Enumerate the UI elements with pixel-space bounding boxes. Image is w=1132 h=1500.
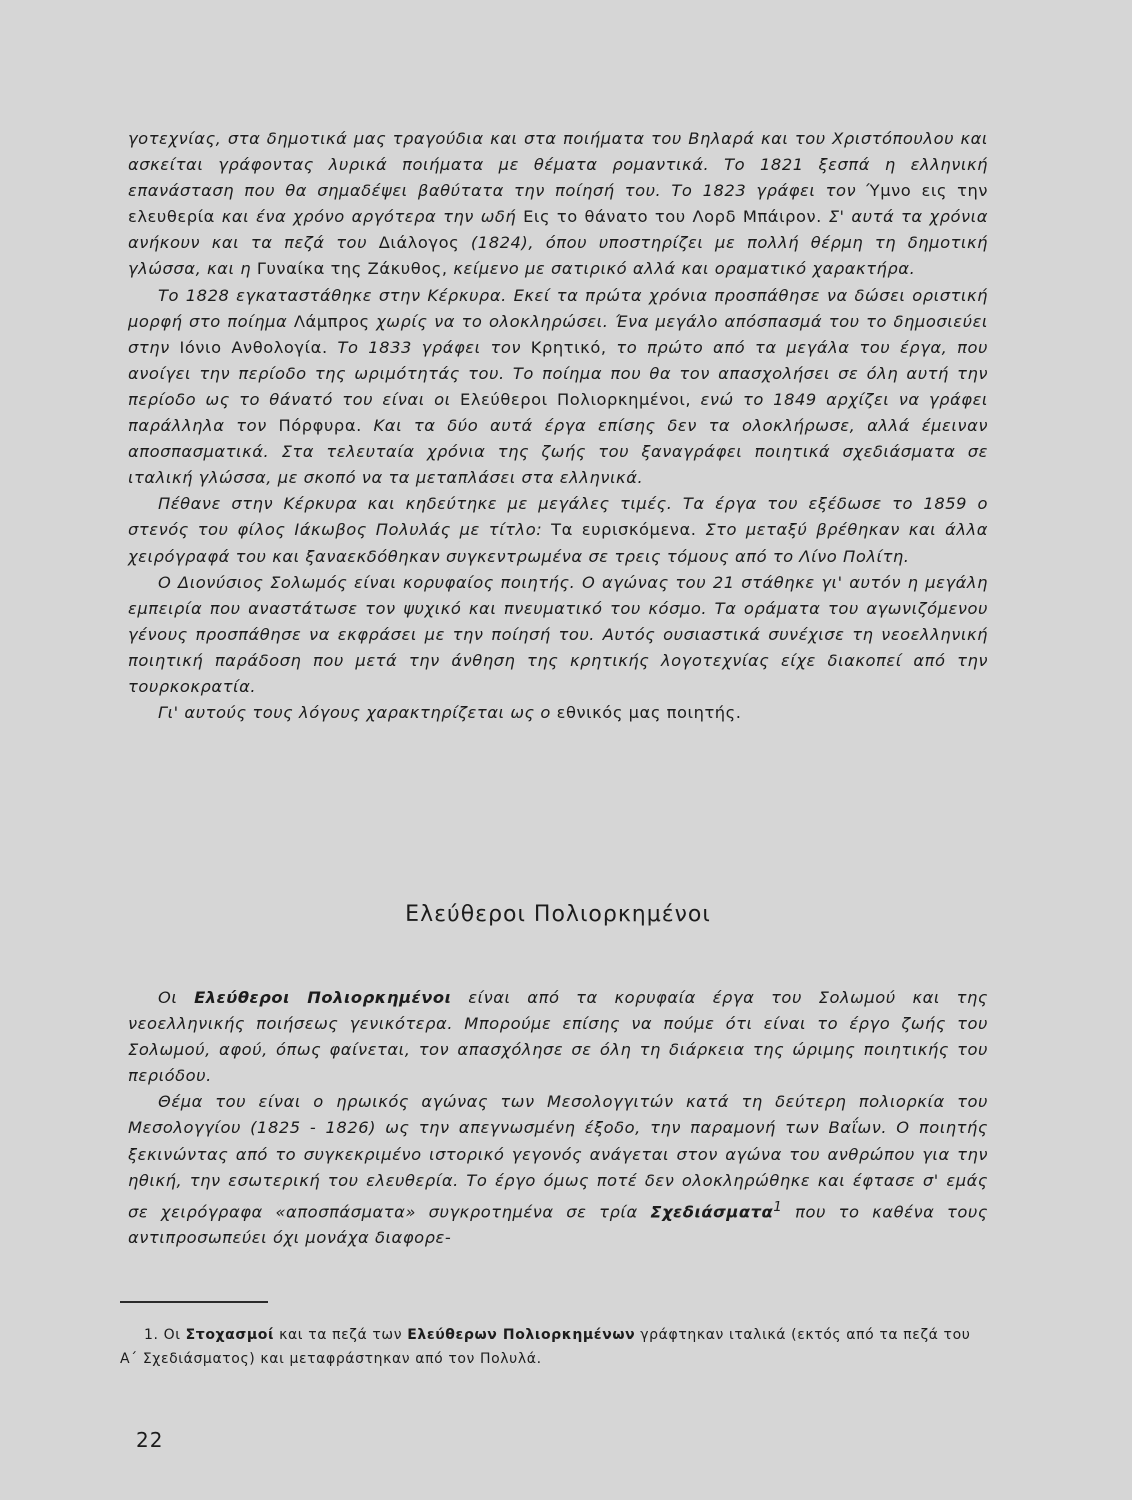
section-heading: Ελεύθεροι Πολιορκημένοι [405, 902, 711, 927]
paragraph-work-theme: Θέμα του είναι ο ηρωικός αγώνας των Μεσολογγιτών κατά τη δεύτερη πολιορκία του Μεσολογγίου (1825 - 1826) ως την απεγνωσμένη έξοδο, την παραμονή των Βαΐων. Ο ποιητής ξεκινώντας από το συγκεκριμένο ιστορικό γεγονός ανάγεται στον αγώνα του ανθρώπου για την ηθική, την εσωτερική του ελευθερία. Το έργο όμως ποτέ δεν ολοκληρώθηκε και έφτασε σ' εμάς σε χειρόγραφα «αποσπάσματα» συγκροτημένα σε τρία Σχεδιάσματα$^1$ που το καθένα τους αντιπροσωπεύει όχι μονάχα διαφορε- [128, 1092, 988, 1248]
footnote-ref: 1 [773, 1198, 783, 1215]
title-gynaika-zakythos: Γυναίκα της Ζάκυθος, [256, 259, 448, 279]
paragraph-national-poet: Γι' αυτούς τους λόγους χαρακτηρίζεται ως ο εθνικός μας ποιητής. [158, 703, 742, 723]
paragraph-corfu: Το 1828 εγκαταστάθηκε στην Κέρκυρα. Εκεί τα πρώτα χρόνια προσπάθησε να δώσει οριστική μορφή στο ποίημα Λάμπρος χωρίς να το ολοκληρώσει. Ένα μεγάλο απόσπασμά του το δημοσιεύει στην Ιόνιο Ανθολογία. Το 1833 γράφει τον Κρητικό, το πρώτο από τα μεγάλα του έργα, που ανοίγει την περίοδο της ωριμότητάς του. Το ποίημα που θα τον απασχολήσει σε όλη αυτή την περίοδο ως το θάνατό του είναι οι Ελεύθεροι Πολιορκημένοι, ενώ το 1849 αρχίζει να γράφει παράλληλα τον Πόρφυρα. Και τα δύο αυτά έργα επίσης δεν τα ολοκλήρωσε, αλλά έμειναν αποσπασματικά. Στα τελευταία χρόνια της ζωής του ξαναγράφει ποιητικά σχεδιάσματα σε ιταλική γλώσσα, με σκοπό να τα μεταπλάσει στα ελληνικά. [128, 285, 988, 488]
footnote-bold-stochasmoi: Στοχασμοί [185, 1327, 275, 1343]
page-number: 22 [136, 1428, 164, 1452]
title-kritikos: Κρητικό, [530, 337, 607, 357]
paragraph-work-intro: Οι Ελεύθεροι Πολιορκημένοι είναι από τα κορυφαία έργα του Σολωμού και της νεοελληνικής ποιήσεως γενικότερα. Μπορούμε επίσης να πούμε ότι είναι το έργο ζωής του Σολωμού, αφού, όπως φαίνεται, τον απασχόλησε σε όλη τη διάρκεια της ώριμης ποιητικής του περιόδου. [128, 988, 988, 1086]
body-text-section [128, 985, 988, 1251]
paragraph-assessment: Ο Διονύσιος Σολωμός είναι κορυφαίος ποιητής. Ο αγώνας του 21 στάθηκε γι' αυτόν η μεγάλη εμπειρία που αναστάτωσε τον ψυχικό και πνευματικό του κόσμο. Τα οράματα του αγωνιζόμενου γένους προσπάθησε να εκφράσει με την ποίησή του. Αυτός ουσιαστικά συνέχισε τη νεοελληνική ποιητική παράδοση που μετά την άνθηση της κρητικής λογοτεχνίας είχε διακοπεί από την τουρκοκρατία. [128, 572, 988, 696]
title-dialogos: Διάλογος [378, 233, 460, 253]
paragraph-death: Πέθανε στην Κέρκυρα και κηδεύτηκε με μεγάλες τιμές. Τα έργα του εξέδωσε το 1859 ο στενός του φίλος Ιάκωβος Πολυλάς με τίτλο: Τα ευρισκόμενα. Στο μεταξύ βρέθηκαν και άλλα χειρόγραφά του και ξαναεκδόθηκαν συγκεντρωμένα σε τρεις τόμους από το Λίνο Πολίτη. [128, 494, 988, 566]
title-free-besieged: Ελεύθεροι Πολιορκημένοι, [460, 389, 692, 409]
paragraph-biography-early: γοτεχνίας, στα δημοτικά μας τραγούδια και στα ποιήματα του Βηλαρά και του Χριστόπουλου και ασκείται γράφοντας λυρικά ποιήματα με θέματα ρομαντικά. Το 1821 ξεσπά η ελληνική επανάσταση που θα σημαδέψει βαθύτατα την ποίησή του. Το 1823 γράφει τον Ύμνο εις την ελευθερία και ένα χρόνο αργότερα την ωδή Εις το θάνατο του Λορδ Μπάιρον. Σ' αυτά τα χρόνια ανήκουν και τα πεζά του Διάλογος (1824), όπου υποστηρίζει με πολλή θέρμη τη δημοτική γλώσσα, και η Γυναίκα της Ζάκυθος, κείμενο με σατιρικό αλλά και οραματικό χαρακτήρα. [128, 129, 989, 279]
footnote: 1. Οι Στοχασμοί και τα πεζά των Ελεύθερων Πολιορκημένων γράφτηκαν ιταλικά (εκτός από τα πεζά του Α΄ Σχεδιάσματος) και μεταφράστηκαν από τον Πολυλά. [120, 1327, 971, 1367]
national-poet-phrase: εθνικός μας ποιητής. [556, 703, 742, 723]
title-lambros: Λάμπρος [293, 311, 370, 331]
title-hymn-to-liberty: Ύμνο εις την ελευθερία [128, 181, 988, 227]
bold-title-free-besieged: Ελεύθεροι Πολιορκημένοι [194, 988, 452, 1007]
title-ode-byron: Εις το θάνατο του Λορδ Μπάιρον. [523, 207, 822, 227]
title-ionian-anthology: Ιόνιο Ανθολογία. [179, 337, 328, 357]
bold-schediasmata: Σχεδιάσματα [650, 1202, 774, 1222]
footnote-rule [120, 1301, 268, 1303]
title-evriskomena: Τα ευρισκόμενα. [551, 520, 697, 540]
body-text-top [128, 126, 988, 726]
footnote-bold-free-besieged: Ελεύθερων Πολιορκημένων [407, 1327, 636, 1343]
title-porfyras: Πόρφυρα. [278, 416, 362, 436]
